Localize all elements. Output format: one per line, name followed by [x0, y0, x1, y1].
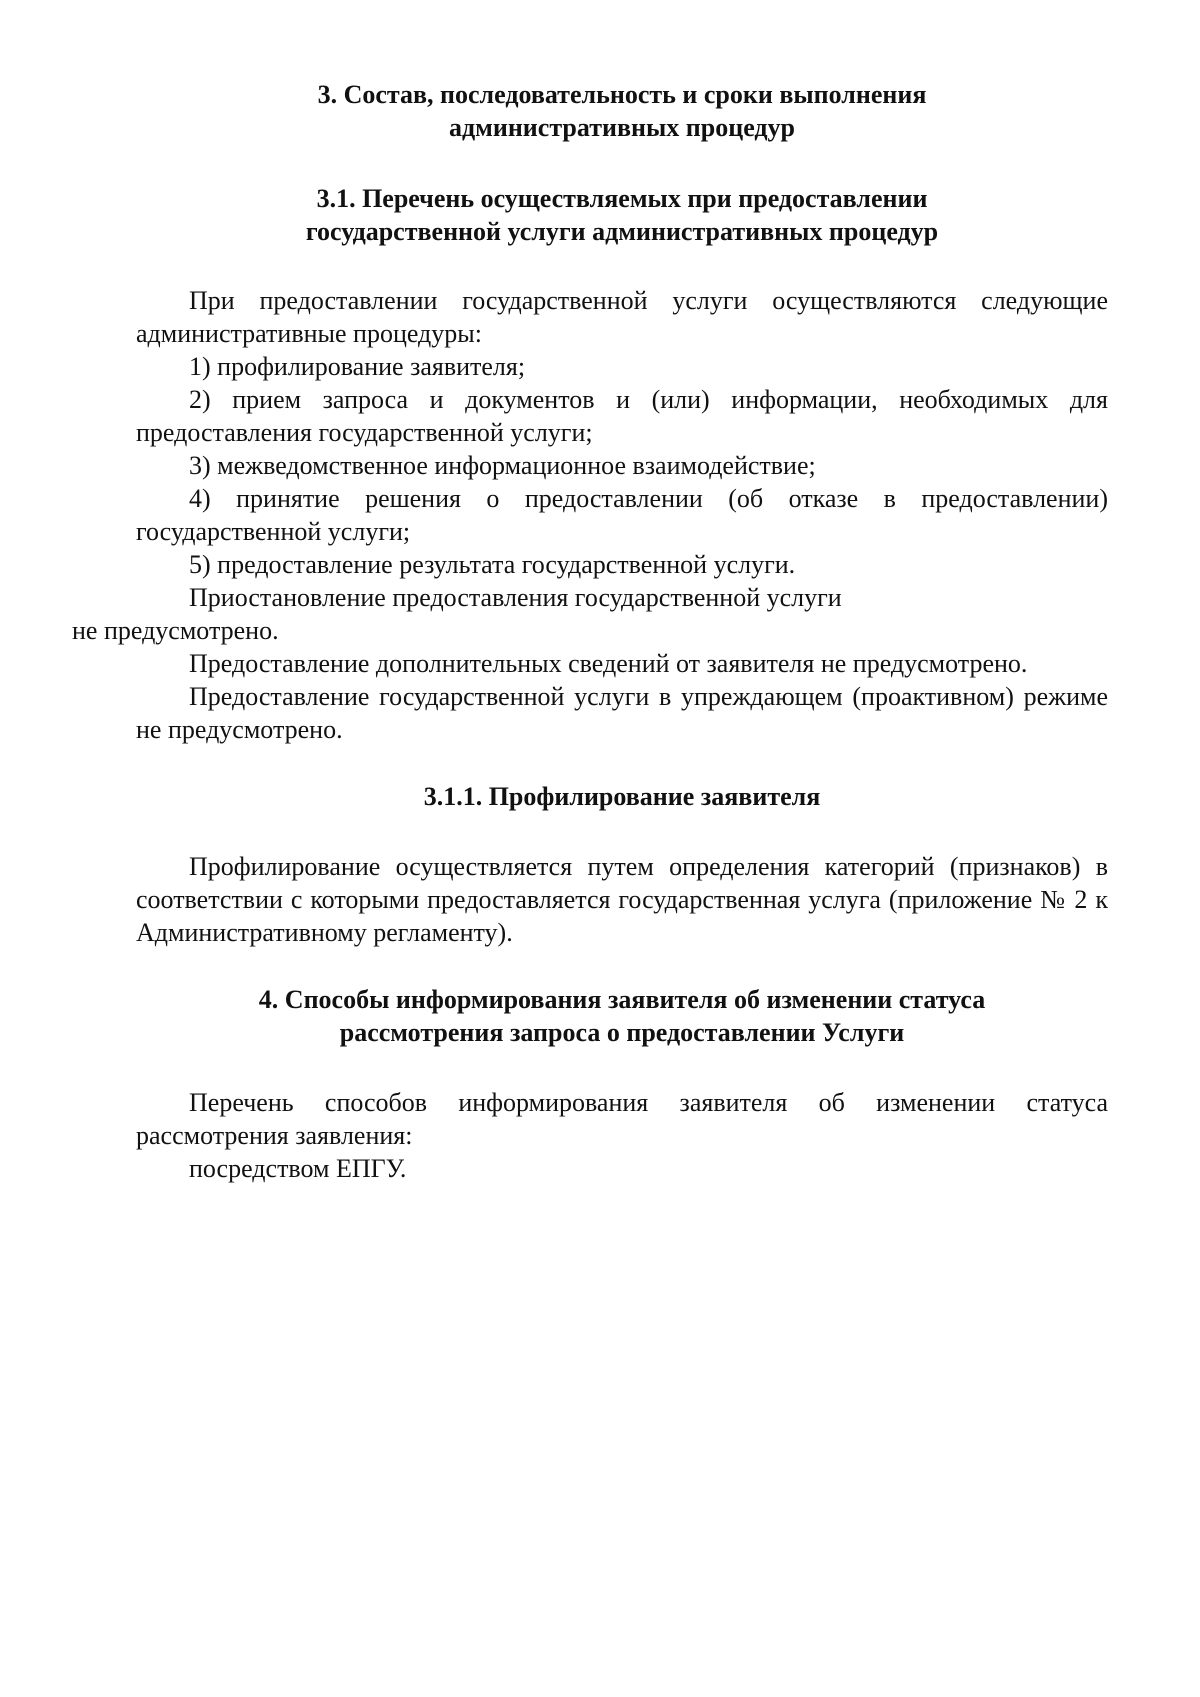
section-3-1-heading	[136, 182, 1108, 248]
document-body	[72, 78, 1108, 1185]
informing-method-epgu: посредством ЕПГУ.	[189, 1154, 407, 1183]
proactive-paragraph: Предоставление государственной услуги в упреждающем (проактивном) режиме не предусмотрено.	[136, 682, 1108, 744]
section-3-1-heading-line-2: государственной услуги административных процедур	[305, 217, 939, 246]
section-4-heading	[136, 983, 1108, 1049]
section-3-heading-line-2: административных процедур	[448, 113, 796, 142]
section-3-1-1-heading: 3.1.1. Профилирование заявителя	[423, 782, 821, 811]
suspension-paragraph	[72, 581, 1108, 647]
section-3-heading-line-1: 3. Состав, последовательность и сроки выполнения	[317, 80, 927, 109]
section-3-heading	[136, 78, 1108, 144]
profiling-paragraph: Профилирование осуществляется путем определения категорий (признаков) в соответствии с которыми предоставляется государственная услуга (приложение № 2 к Административному регламенту).	[136, 852, 1108, 947]
suspension-line-1: Приостановление предоставления государственной услуги	[189, 583, 842, 612]
procedures-intro: При предоставлении государственной услуги осуществляются следующие административные процедуры:	[136, 286, 1108, 348]
procedure-item-3: 3) межведомственное информационное взаимодействие;	[189, 451, 816, 480]
informing-methods-paragraph: Перечень способов информирования заявителя об изменении статуса рассмотрения заявления:	[136, 1088, 1108, 1150]
section-3-1-heading-line-1: 3.1. Перечень осуществляемых при предоставлении	[316, 184, 928, 213]
procedure-item-2: 2) прием запроса и документов и (или) информации, необходимых для предоставления государственной услуги;	[136, 385, 1108, 447]
additional-info-paragraph: Предоставление дополнительных сведений от заявителя не предусмотрено.	[189, 649, 1028, 678]
procedure-item-4: 4) принятие решения о предоставлении (об отказе в предоставлении) государственной услуги;	[136, 484, 1108, 546]
procedure-item-5: 5) предоставление результата государственной услуги.	[189, 550, 796, 579]
section-4-heading-line-1: 4. Способы информирования заявителя об изменении статуса	[258, 985, 986, 1014]
section-4-heading-line-2: рассмотрения запроса о предоставлении Услуги	[339, 1018, 905, 1047]
procedure-item-1: 1) профилирование заявителя;	[189, 352, 526, 381]
suspension-line-2: не предусмотрено.	[72, 616, 279, 645]
